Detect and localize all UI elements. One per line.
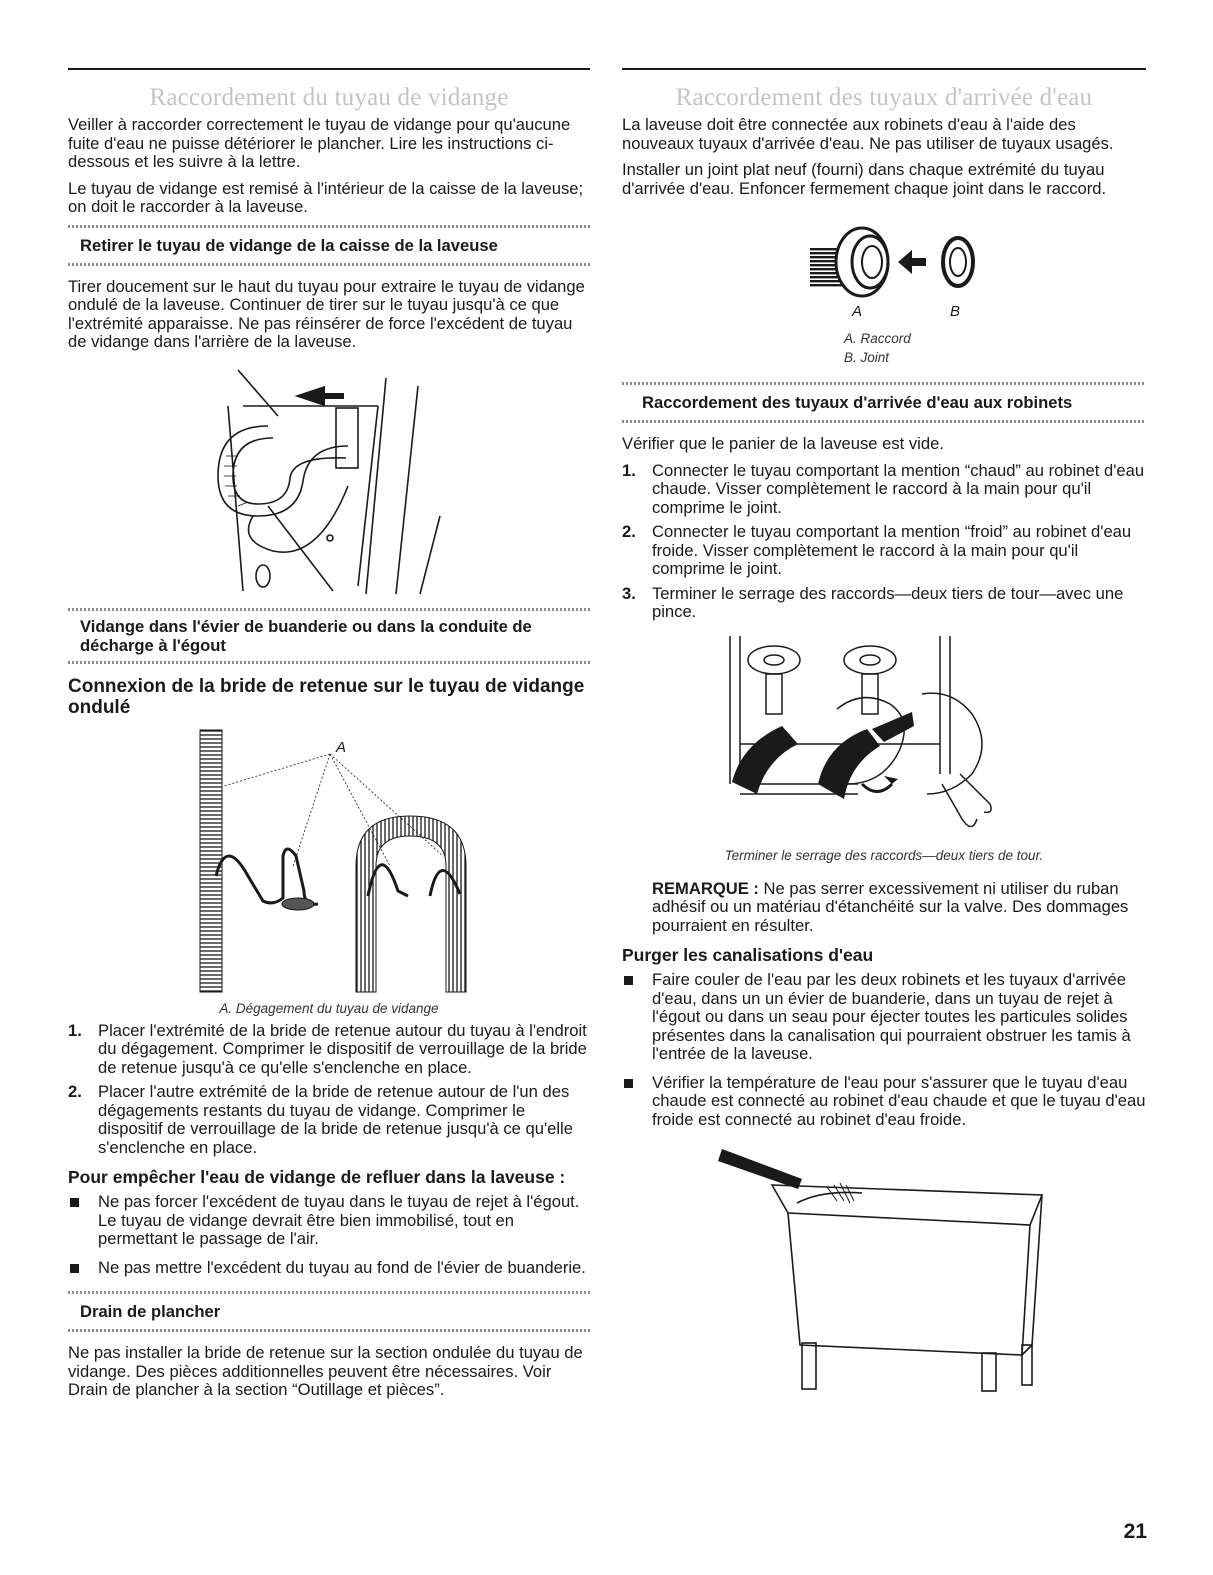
note-label: REMARQUE : — [652, 878, 759, 898]
check-basket-text: Vérifier que le panier de la laveuse est vide. — [622, 434, 944, 453]
list-item: 2. Placer l'autre extrémité de la bride de retenue autour de l'un des dégagements restants du tuyau de vidange. Comprimer le dispositif de verrouillage de la bride de retenue jusqu'à ce qu'elle s'enclenche en place. — [68, 1082, 573, 1157]
section-title-drain: Raccordement du tuyau de vidange — [149, 84, 509, 111]
right-column — [622, 68, 1146, 1395]
list-item: 3. Terminer le serrage des raccords—deux tiers de tour—avec une pince. — [622, 583, 1124, 621]
heading-purge: Purger les canalisations d'eau — [622, 945, 874, 965]
list-item: 2. Connecter le tuyau comportant la mention “froid” au robinet d'eau froide. Visser complètement le raccord à la main pour qu'il comprime le joint. — [622, 522, 1132, 578]
subhead-remove-block — [68, 225, 590, 266]
heading-backflow: Pour empêcher l'eau de vidange de refluer dans la laveuse : — [68, 1167, 566, 1187]
figure-clamp — [68, 726, 590, 1016]
left-column — [68, 68, 590, 1408]
figure-coupling-washer — [622, 212, 1146, 382]
coupling-caption-a: A. Raccord — [844, 331, 911, 346]
clamp-label-a: A — [336, 738, 347, 756]
list-item: Ne pas mettre l'excédent du tuyau au fond de l'évier de buanderie. — [68, 1259, 590, 1278]
list-item: 1. Connecter le tuyau comportant la mention “chaud” au robinet d'eau chaude. Visser complètement le raccord à la main pour qu'il comprime le joint. — [622, 460, 1145, 517]
top-rule — [622, 68, 1146, 70]
bullet-square-icon — [624, 976, 633, 985]
subhead-sink-block — [68, 608, 590, 664]
coupling-label-a: A — [852, 303, 863, 320]
faucet-pliers-illustration — [622, 634, 1146, 839]
remove-hose-text: Tirer doucement sur le haut du tuyau pour extraire le tuyau de vidange ondulé de la laveuse. Continuer de tirer sur le tuyau jusqu'à ce que l'extrémité apparaisse. Ne pas réinsérer de force l'excédent de tuyau de vidange dans l'arrière de la laveuse. — [68, 276, 585, 351]
list-item: 1. Placer l'extrémité de la bride de retenue autour du tuyau à l'endroit du dégagement. Comprimer le dispositif de verrouillage de la bride de retenue jusqu'à ce qu'elle s'enclenche en place. — [68, 1020, 587, 1077]
list-item: Vérifier la température de l'eau pour s'assurer que le tuyau d'eau chaude est connecté au robinet d'eau chaude et que le tuyau d'eau froide est connecté au robinet d'eau froide. — [622, 1074, 1146, 1130]
note-text: Ne pas serrer excessivement ni utiliser du ruban adhésif ou un matériau d'étanchéité sur la valve. Des dommages pourraient en résulter. — [652, 878, 1129, 935]
section-title-inlet: Raccordement des tuyaux d'arrivée d'eau — [675, 84, 1093, 111]
figure-sink — [622, 1145, 1146, 1395]
clamp-caption: A. Dégagement du tuyau de vidange — [219, 1000, 439, 1016]
washer-caption-b: B. Joint — [844, 350, 890, 365]
subhead-sink-drain: Vidange dans l'évier de buanderie ou dans la conduite de décharge à l'égout — [80, 616, 532, 655]
heading-clamp: Connexion de la bride de retenue sur le tuyau de vidange ondulé — [68, 675, 585, 718]
laundry-sink-illustration — [622, 1145, 1146, 1395]
subhead-remove-hose: Retirer le tuyau de vidange de la caisse de la laveuse — [80, 235, 498, 255]
inlet-intro-1: La laveuse doit être connectée aux robinets d'eau à l'aide des nouveaux tuyaux d'arrivée d'eau. Ne pas utiliser de tuyaux usagés. — [622, 115, 1114, 153]
clamp-steps — [68, 1022, 590, 1158]
purge-bullets — [622, 971, 1146, 1129]
subhead-faucets: Raccordement des tuyaux d'arrivée d'eau aux robinets — [642, 393, 1073, 412]
faucet-steps — [622, 462, 1146, 622]
drain-intro-1: Veiller à raccorder correctement le tuyau de vidange pour qu'aucune fuite d'eau ne puisse détériorer le plancher. Lire les instructions ci-dessous et les suivre à la lettre. — [68, 115, 571, 171]
list-item: Faire couler de l'eau par les deux robinets et les tuyaux d'arrivée d'eau, dans un un évier de buanderie, dans un tuyau de rejet à l'égout ou dans un seau pour éjecter toutes les particules solides présentes dans la canalisation qui pourraient obstruer les tamis à l'entrée de la laveuse. — [622, 971, 1146, 1064]
subhead-floor-block — [68, 1291, 590, 1332]
backflow-bullets — [68, 1193, 590, 1277]
bullet-square-icon — [70, 1264, 79, 1273]
coupling-washer-illustration — [622, 212, 1146, 322]
list-item: Ne pas forcer l'excédent de tuyau dans le tuyau de rejet à l'égout. Le tuyau de vidange devrait être bien immobilisé, tout en permettant le passage de l'air. — [68, 1193, 590, 1249]
figure-tighten — [622, 634, 1146, 866]
bullet-square-icon — [624, 1079, 633, 1088]
top-rule — [68, 68, 590, 70]
corrugated-hose-illustration — [68, 726, 590, 996]
subhead-faucets-block — [622, 382, 1146, 423]
floor-drain-text: Ne pas installer la bride de retenue sur la section ondulée du tuyau de vidange. Des pièces additionnelles peuvent être nécessaires. Voir Drain de plancher à la section “Outillage et pièces”. — [68, 1343, 583, 1399]
inlet-intro-2: Installer un joint plat neuf (fourni) dans chaque extrémité du tuyau d'arrivée d'eau. Enfoncer fermement chaque joint dans le raccord. — [622, 160, 1107, 198]
washer-back-hose-illustration — [68, 366, 590, 598]
drain-intro-2: Le tuyau de vidange est remisé à l'intérieur de la caisse de la laveuse; on doit le raccorder à la laveuse. — [68, 178, 584, 216]
note — [652, 880, 1146, 936]
figure-remove-hose — [68, 366, 590, 598]
washer-label-b: B — [950, 303, 961, 320]
bullet-square-icon — [70, 1198, 79, 1207]
page-number: 21 — [1123, 1520, 1147, 1543]
tighten-caption: Terminer le serrage des raccords—deux tiers de tour. — [724, 847, 1044, 863]
subhead-floor-drain: Drain de plancher — [80, 1302, 221, 1321]
